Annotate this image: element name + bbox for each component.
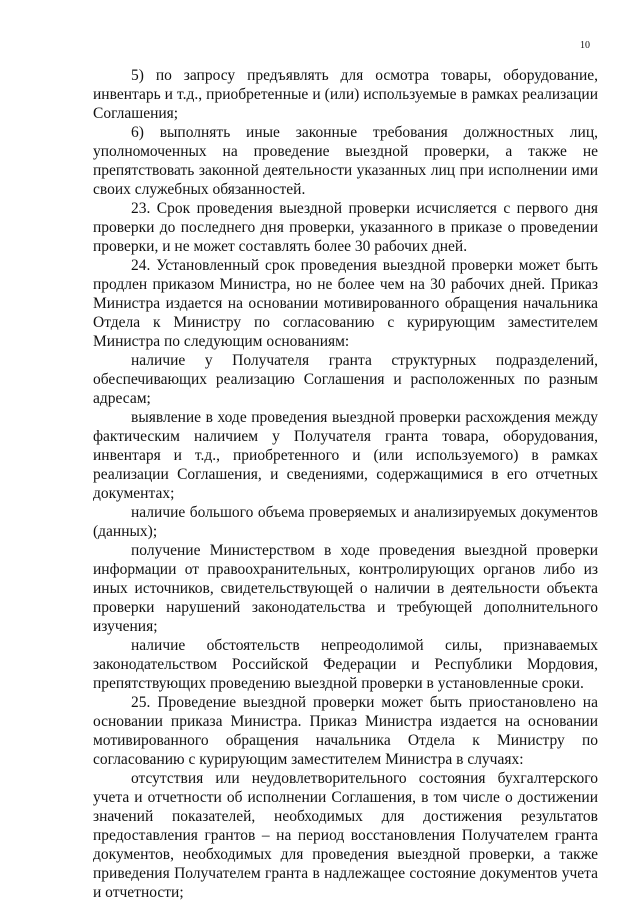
paragraph-ground-discrepancy: выявление в ходе проведения выездной проверки расхождения между фактическим наличием у Получателя гранта товара, оборудования, инвентаря и т.д., приобретенного и (или используемого) в рамках реализации Соглашения, и сведениями, содержащимися в его отчетных документах; (93, 409, 598, 502)
page-number: 10 (580, 40, 590, 51)
paragraph-ground-force-majeure: наличие обстоятельств непреодолимой силы, признаваемых законодательством Российской Федерации и Республики Мордовия, препятствующих проведению выездной проверки в установленные сроки. (93, 637, 598, 692)
paragraph-case-accounting-absence: отсутствия или неудовлетворительного состояния бухгалтерского учета и отчетности об исполнении Соглашения, в том числе о достижении значений показателей, необходимых для достижения результатов предоставления грантов – на период восстановления Получателем гранта документов, необходимых для проведения выездной проверки, а также приведения Получателем гранта в надлежащее состояние документов учета и отчетности; (93, 770, 598, 901)
paragraph-item-6: 6) выполнять иные законные требования должностных лиц, уполномоченных на проведение выездной проверки, а также не препятствовать законной деятельности указанных лиц при исполнении ими своих служебных обязанностей. (93, 124, 598, 198)
paragraph-ground-large-volume: наличие большого объема проверяемых и анализируемых документов (данных); (93, 504, 598, 540)
paragraph-ground-structural-units: наличие у Получателя гранта структурных подразделений, обеспечивающих реализацию Соглашения и расположенных по разным адресам; (93, 352, 598, 407)
paragraph-ground-external-information: получение Министерством в ходе проведения выездной проверки информации от правоохранительных, контролирующих органов либо из иных источников, свидетельствующей о наличии в деятельности объекта проверки нарушений законодательства и требующей дополнительного изучения; (93, 542, 598, 635)
paragraph-section-23: 23. Срок проведения выездной проверки исчисляется с первого дня проверки до последнего дня проверки, указанного в приказе о проведении проверки, и не может составлять более 30 рабочих дней. (93, 200, 598, 255)
paragraph-item-5: 5) по запросу предъявлять для осмотра товары, оборудование, инвентарь и т.д., приобретенные и (или) используемые в рамках реализации Соглашения; (93, 67, 598, 122)
paragraph-section-24: 24. Установленный срок проведения выездной проверки может быть продлен приказом Министра, но не более чем на 30 рабочих дней. Приказ Министра издается на основании мотивированного обращения начальника Отдела к Министру по согласованию с курирующим заместителем Министра по следующим основаниям: (93, 257, 598, 350)
paragraph-section-25: 25. Проведение выездной проверки может быть приостановлено на основании приказа Министра. Приказ Министра издается на основании мотивированного обращения начальника Отдела к Министру по согласованию с курирующим заместителем Министра в случаях: (93, 694, 598, 768)
document-body (93, 66, 598, 902)
